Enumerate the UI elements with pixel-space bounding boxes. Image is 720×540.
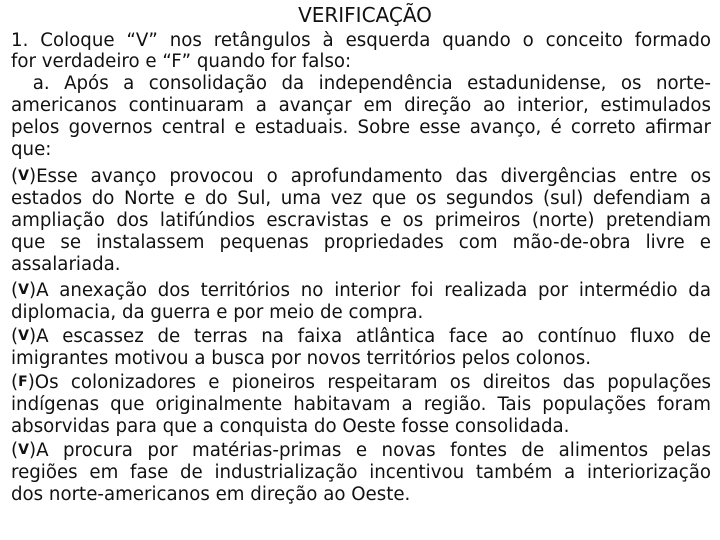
- statement-line: indígenas que originalmente habitavam a região. Tais populações foram: [11, 394, 711, 415]
- statement-line: assalariada.: [11, 254, 121, 275]
- answer-mark-2: V: [18, 282, 29, 298]
- statement-2-first-line: [11, 280, 711, 303]
- answer-bracket: (: [11, 440, 19, 461]
- answer-bracket: (: [11, 326, 19, 347]
- answer-bracket: (: [11, 280, 19, 301]
- statement-line: que se instalassem pequenas propriedades com mão-de-obra livre e: [11, 232, 711, 253]
- statement-text: A anexação dos territórios no interior foi realizada por intermédio da: [36, 280, 711, 301]
- statement-1-first-line: [11, 166, 711, 189]
- answer-bracket: ): [28, 326, 37, 347]
- statement-text: A procura por matérias-primas e novas fontes de alimentos pelas: [36, 440, 711, 461]
- answer-bracket: (: [11, 372, 19, 393]
- statement-line: diplomacia, da guerra e por meio de compra.: [11, 302, 424, 323]
- statement-line: estados do Norte e do Sul, uma vez que os segundos (sul) defendiam a: [11, 188, 711, 209]
- statement-text: Os colonizadores e pioneiros respeitaram os direitos das populações: [34, 372, 711, 393]
- statement-4-first-line: [11, 372, 711, 395]
- answer-bracket: ): [28, 280, 37, 301]
- question-line: que:: [11, 139, 52, 160]
- statement-text: A escassez de terras na faixa atlântica face ao contínuo fluxo de: [36, 326, 711, 347]
- answer-bracket: ): [28, 440, 37, 461]
- statement-line: dos norte-americanos em direção ao Oeste.: [11, 484, 411, 505]
- answer-mark-5: V: [18, 442, 29, 458]
- answer-mark-3: V: [18, 328, 29, 344]
- statement-line: imigrantes motivou a busca por novos territórios pelos colonos.: [11, 348, 592, 369]
- answer-bracket: ): [28, 166, 37, 187]
- statement-line: regiões em fase de industrialização incentivou também a interiorização: [11, 462, 711, 483]
- statement-text: Esse avanço provocou o aprofundamento das divergências entre os: [36, 166, 711, 187]
- question-line: pelos governos central e estaduais. Sobre esse avanço, é correto afirmar: [11, 117, 711, 138]
- answer-mark-4: F: [18, 374, 28, 390]
- page-title: VERIFICAÇÃO: [298, 3, 432, 27]
- answer-bracket: ): [27, 372, 35, 393]
- question-line: americanos continuaram a avançar em direção ao interior, estimulados: [11, 95, 711, 116]
- statement-line: ampliação dos latifúndios escravistas e os primeiros (norte) pretendiam: [11, 210, 711, 231]
- statement-line: absorvidas para que a conquista do Oeste fosse consolidada.: [11, 416, 570, 437]
- question-line: for verdadeiro e “F” quando for falso:: [11, 51, 352, 72]
- statement-5-first-line: [11, 440, 711, 463]
- answer-bracket: (: [11, 166, 19, 187]
- question-line: 1. Coloque “V” nos retângulos à esquerda quando o conceito formado: [11, 30, 711, 51]
- question-line: a. Após a consolidação da independência estadunidense, os norte-: [11, 73, 711, 94]
- statement-3-first-line: [11, 326, 711, 349]
- answer-mark-1: V: [18, 168, 29, 184]
